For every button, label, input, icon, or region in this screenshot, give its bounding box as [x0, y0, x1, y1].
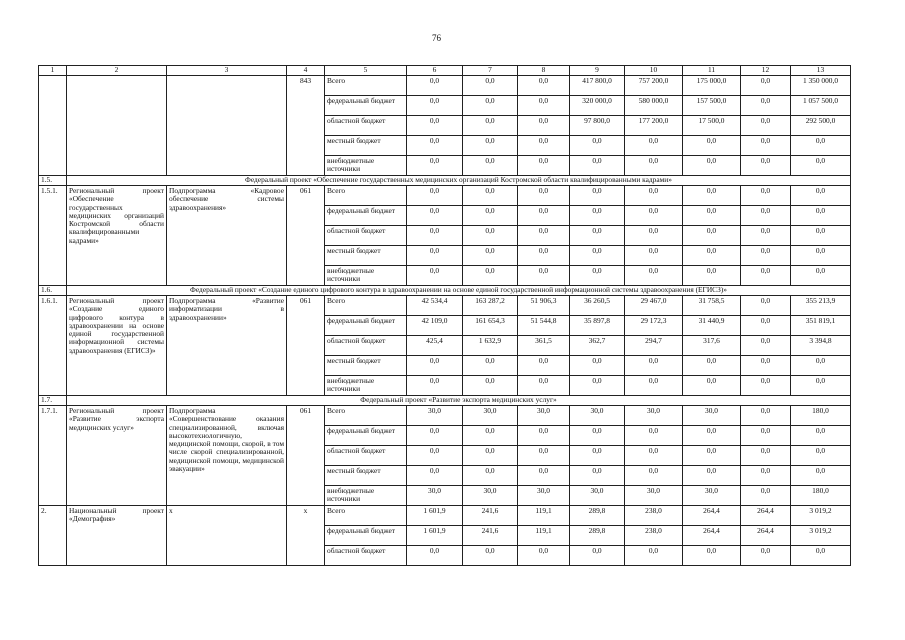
amount-cell: 30,0	[570, 406, 625, 426]
amount-cell: 0,0	[791, 136, 851, 156]
amount-cell: 0,0	[683, 246, 741, 266]
amount-cell: 0,0	[407, 226, 463, 246]
amount-cell: 0,0	[741, 296, 791, 316]
amount-cell: 0,0	[791, 546, 851, 566]
amount-cell: 0,0	[741, 246, 791, 266]
subprogram-name: Подпрограмма «Развитие информатизации в здравоохранении»	[167, 296, 287, 396]
amount-cell: 0,0	[570, 186, 625, 206]
project-name	[67, 76, 167, 176]
amount-cell: 0,0	[741, 336, 791, 356]
amount-cell: 180,0	[791, 486, 851, 506]
amount-cell: 30,0	[625, 486, 683, 506]
amount-cell: 0,0	[463, 546, 518, 566]
amount-cell: 0,0	[463, 96, 518, 116]
subprogram-name: Подпрограмма «Совершенствование оказания специализированной, включая высокотехнологичную, медицинской помощи, скорой, в том числе скорой специализированной, медицинской помощи, медицинской эвакуации»	[167, 406, 287, 506]
amount-cell: 0,0	[741, 426, 791, 446]
amount-cell: 0,0	[570, 156, 625, 176]
amount-cell: 0,0	[741, 186, 791, 206]
amount-cell: 362,7	[570, 336, 625, 356]
amount-cell: 0,0	[407, 246, 463, 266]
amount-cell: 30,0	[407, 486, 463, 506]
subprogram-name	[167, 76, 287, 176]
column-header-row	[39, 66, 851, 76]
amount-cell: 0,0	[407, 186, 463, 206]
project-name: Региональный проект «Развитие экспорта медицинских услуг»	[67, 406, 167, 506]
amount-cell: 0,0	[625, 546, 683, 566]
amount-cell: 1 632,9	[463, 336, 518, 356]
amount-cell: 294,7	[625, 336, 683, 356]
amount-cell: 0,0	[518, 376, 570, 396]
funding-source-label: федеральный бюджет	[325, 426, 407, 446]
amount-cell: 0,0	[791, 356, 851, 376]
funding-source-label: внебюджетные источники	[325, 266, 407, 286]
amount-cell: 0,0	[518, 356, 570, 376]
project-name: Региональный проект «Обеспечение государственных медицинских организаций Костромской области квалифицированными кадрами»	[67, 186, 167, 286]
amount-cell: 36 260,5	[570, 296, 625, 316]
table-row	[39, 506, 851, 526]
amount-cell: 238,0	[625, 506, 683, 526]
amount-cell: 3 019,2	[791, 506, 851, 526]
section-number: 1.7.	[39, 396, 67, 406]
table-row	[39, 186, 851, 206]
amount-cell: 29 467,0	[625, 296, 683, 316]
section-row	[39, 176, 851, 186]
subprogram-name: х	[167, 506, 287, 566]
amount-cell: 0,0	[463, 206, 518, 226]
amount-cell: 3 394,8	[791, 336, 851, 356]
amount-cell: 0,0	[407, 136, 463, 156]
table-row	[39, 296, 851, 316]
amount-cell: 0,0	[791, 246, 851, 266]
amount-cell: 51 544,8	[518, 316, 570, 336]
funding-source-label: местный бюджет	[325, 136, 407, 156]
amount-cell: 177 200,0	[625, 116, 683, 136]
amount-cell: 0,0	[791, 206, 851, 226]
amount-cell: 0,0	[463, 246, 518, 266]
amount-cell: 0,0	[407, 116, 463, 136]
amount-cell: 0,0	[463, 266, 518, 286]
amount-cell: 180,0	[791, 406, 851, 426]
table-row	[39, 406, 851, 426]
column-header: 4	[287, 66, 325, 76]
item-number: 2.	[39, 506, 67, 566]
amount-cell: 264,4	[741, 506, 791, 526]
amount-cell: 0,0	[570, 466, 625, 486]
amount-cell: 30,0	[463, 486, 518, 506]
amount-cell: 0,0	[791, 156, 851, 176]
grbs-code: х	[287, 506, 325, 566]
amount-cell: 0,0	[741, 486, 791, 506]
amount-cell: 0,0	[518, 156, 570, 176]
amount-cell: 31 758,5	[683, 296, 741, 316]
amount-cell: 0,0	[463, 356, 518, 376]
amount-cell: 0,0	[518, 426, 570, 446]
amount-cell: 361,5	[518, 336, 570, 356]
amount-cell: 0,0	[463, 466, 518, 486]
amount-cell: 757 200,0	[625, 76, 683, 96]
amount-cell: 0,0	[791, 466, 851, 486]
amount-cell: 0,0	[407, 376, 463, 396]
amount-cell: 241,6	[463, 506, 518, 526]
amount-cell: 175 000,0	[683, 76, 741, 96]
amount-cell: 0,0	[683, 466, 741, 486]
column-header: 7	[463, 66, 518, 76]
amount-cell: 0,0	[407, 76, 463, 96]
amount-cell: 0,0	[407, 266, 463, 286]
amount-cell: 425,4	[407, 336, 463, 356]
amount-cell: 0,0	[570, 226, 625, 246]
funding-source-label: Всего	[325, 296, 407, 316]
amount-cell: 0,0	[741, 156, 791, 176]
column-header: 2	[67, 66, 167, 76]
funding-source-label: внебюджетные источники	[325, 376, 407, 396]
amount-cell: 30,0	[407, 406, 463, 426]
amount-cell: 0,0	[518, 136, 570, 156]
amount-cell: 0,0	[518, 116, 570, 136]
amount-cell: 264,4	[683, 526, 741, 546]
amount-cell: 264,4	[741, 526, 791, 546]
amount-cell: 0,0	[570, 266, 625, 286]
funding-source-label: Всего	[325, 506, 407, 526]
amount-cell: 417 800,0	[570, 76, 625, 96]
amount-cell: 97 800,0	[570, 116, 625, 136]
amount-cell: 0,0	[683, 426, 741, 446]
amount-cell: 0,0	[570, 136, 625, 156]
amount-cell: 0,0	[570, 376, 625, 396]
amount-cell: 0,0	[625, 266, 683, 286]
funding-source-label: областной бюджет	[325, 226, 407, 246]
amount-cell: 0,0	[741, 96, 791, 116]
amount-cell: 30,0	[683, 406, 741, 426]
amount-cell: 35 897,8	[570, 316, 625, 336]
amount-cell: 0,0	[518, 76, 570, 96]
item-number: 1.5.1.	[39, 186, 67, 286]
amount-cell: 0,0	[683, 376, 741, 396]
amount-cell: 0,0	[518, 546, 570, 566]
amount-cell: 0,0	[570, 446, 625, 466]
item-number: 1.7.1.	[39, 406, 67, 506]
amount-cell: 51 906,3	[518, 296, 570, 316]
funding-source-label: областной бюджет	[325, 116, 407, 136]
amount-cell: 580 000,0	[625, 96, 683, 116]
amount-cell: 1 057 500,0	[791, 96, 851, 116]
funding-source-label: областной бюджет	[325, 336, 407, 356]
amount-cell: 0,0	[463, 156, 518, 176]
amount-cell: 0,0	[407, 426, 463, 446]
amount-cell: 0,0	[518, 186, 570, 206]
item-number: 1.6.1.	[39, 296, 67, 396]
amount-cell: 264,4	[683, 506, 741, 526]
amount-cell: 1 601,9	[407, 526, 463, 546]
amount-cell: 355 213,9	[791, 296, 851, 316]
amount-cell: 0,0	[463, 446, 518, 466]
amount-cell: 3 019,2	[791, 526, 851, 546]
amount-cell: 30,0	[518, 406, 570, 426]
section-row	[39, 396, 851, 406]
amount-cell: 161 654,3	[463, 316, 518, 336]
funding-source-label: внебюджетные источники	[325, 486, 407, 506]
amount-cell: 0,0	[741, 446, 791, 466]
amount-cell: 29 172,3	[625, 316, 683, 336]
amount-cell: 30,0	[625, 406, 683, 426]
amount-cell: 0,0	[625, 206, 683, 226]
amount-cell: 17 500,0	[683, 116, 741, 136]
amount-cell: 0,0	[407, 96, 463, 116]
amount-cell: 30,0	[463, 406, 518, 426]
amount-cell: 0,0	[625, 466, 683, 486]
amount-cell: 0,0	[407, 546, 463, 566]
amount-cell: 157 500,0	[683, 96, 741, 116]
amount-cell: 0,0	[570, 546, 625, 566]
amount-cell: 0,0	[407, 156, 463, 176]
project-name: Региональный проект «Создание единого цифрового контура в здравоохранении на основе единой государственной информационной системы здравоохранения (ЕГИСЗ)»	[67, 296, 167, 396]
funding-source-label: федеральный бюджет	[325, 526, 407, 546]
amount-cell: 42 534,4	[407, 296, 463, 316]
funding-source-label: федеральный бюджет	[325, 206, 407, 226]
amount-cell: 0,0	[625, 376, 683, 396]
funding-source-label: местный бюджет	[325, 356, 407, 376]
amount-cell: 0,0	[625, 156, 683, 176]
funding-source-label: местный бюджет	[325, 246, 407, 266]
amount-cell: 0,0	[407, 446, 463, 466]
amount-cell: 0,0	[463, 376, 518, 396]
column-header: 6	[407, 66, 463, 76]
amount-cell: 0,0	[741, 206, 791, 226]
column-header: 8	[518, 66, 570, 76]
amount-cell: 0,0	[791, 376, 851, 396]
amount-cell: 0,0	[741, 136, 791, 156]
amount-cell: 0,0	[518, 96, 570, 116]
amount-cell: 0,0	[741, 116, 791, 136]
amount-cell: 351 819,1	[791, 316, 851, 336]
grbs-code: 061	[287, 406, 325, 506]
amount-cell: 0,0	[683, 356, 741, 376]
amount-cell: 0,0	[683, 186, 741, 206]
amount-cell: 0,0	[741, 406, 791, 426]
amount-cell: 320 000,0	[570, 96, 625, 116]
amount-cell: 0,0	[463, 226, 518, 246]
amount-cell: 42 109,0	[407, 316, 463, 336]
section-number: 1.6.	[39, 286, 67, 296]
funding-source-label: местный бюджет	[325, 466, 407, 486]
section-title: Федеральный проект «Обеспечение государственных медицинских организаций Костромской области квалифицированными кадрами»	[67, 176, 851, 186]
funding-source-label: федеральный бюджет	[325, 316, 407, 336]
amount-cell: 163 287,2	[463, 296, 518, 316]
section-title: Федеральный проект «Развитие экспорта медицинских услуг»	[67, 396, 851, 406]
amount-cell: 289,8	[570, 526, 625, 546]
amount-cell: 0,0	[407, 356, 463, 376]
amount-cell: 0,0	[683, 206, 741, 226]
column-header: 1	[39, 66, 67, 76]
funding-source-label: областной бюджет	[325, 546, 407, 566]
amount-cell: 0,0	[625, 246, 683, 266]
amount-cell: 0,0	[625, 356, 683, 376]
amount-cell: 0,0	[407, 206, 463, 226]
amount-cell: 0,0	[791, 226, 851, 246]
amount-cell: 238,0	[625, 526, 683, 546]
section-row	[39, 286, 851, 296]
project-name: Национальный проект «Демография»	[67, 506, 167, 566]
amount-cell: 0,0	[407, 466, 463, 486]
amount-cell: 292 500,0	[791, 116, 851, 136]
amount-cell: 30,0	[570, 486, 625, 506]
amount-cell: 317,6	[683, 336, 741, 356]
amount-cell: 0,0	[791, 186, 851, 206]
amount-cell: 0,0	[741, 376, 791, 396]
funding-source-label: Всего	[325, 76, 407, 96]
amount-cell: 30,0	[683, 486, 741, 506]
section-number: 1.5.	[39, 176, 67, 186]
table-row	[39, 76, 851, 96]
grbs-code: 843	[287, 76, 325, 176]
amount-cell: 0,0	[683, 226, 741, 246]
amount-cell: 30,0	[518, 486, 570, 506]
amount-cell: 0,0	[741, 266, 791, 286]
section-title: Федеральный проект «Создание единого цифрового контура в здравоохранении на основе единой государственной информационной системы здравоохранения (ЕГИСЗ)»	[67, 286, 851, 296]
item-number	[39, 76, 67, 176]
column-header: 10	[625, 66, 683, 76]
amount-cell: 0,0	[683, 546, 741, 566]
column-header: 9	[570, 66, 625, 76]
amount-cell: 0,0	[518, 246, 570, 266]
amount-cell: 0,0	[625, 226, 683, 246]
amount-cell: 0,0	[463, 76, 518, 96]
amount-cell: 0,0	[625, 426, 683, 446]
amount-cell: 0,0	[518, 226, 570, 246]
budget-table	[38, 65, 851, 566]
amount-cell: 0,0	[518, 446, 570, 466]
grbs-code: 061	[287, 296, 325, 396]
amount-cell: 0,0	[741, 76, 791, 96]
amount-cell: 0,0	[741, 226, 791, 246]
column-header: 11	[683, 66, 741, 76]
amount-cell: 119,1	[518, 526, 570, 546]
amount-cell: 0,0	[463, 186, 518, 206]
amount-cell: 0,0	[683, 266, 741, 286]
amount-cell: 0,0	[518, 206, 570, 226]
grbs-code: 061	[287, 186, 325, 286]
amount-cell: 0,0	[683, 446, 741, 466]
subprogram-name: Подпрограмма «Кадровое обеспечение системы здравоохранения»	[167, 186, 287, 286]
column-header: 12	[741, 66, 791, 76]
amount-cell: 0,0	[625, 186, 683, 206]
amount-cell: 0,0	[570, 356, 625, 376]
amount-cell: 0,0	[683, 156, 741, 176]
amount-cell: 0,0	[741, 466, 791, 486]
amount-cell: 1 350 000,0	[791, 76, 851, 96]
funding-source-label: Всего	[325, 186, 407, 206]
amount-cell: 0,0	[518, 466, 570, 486]
amount-cell: 31 440,9	[683, 316, 741, 336]
amount-cell: 0,0	[741, 316, 791, 336]
amount-cell: 0,0	[570, 426, 625, 446]
amount-cell: 289,8	[570, 506, 625, 526]
amount-cell: 0,0	[570, 246, 625, 266]
column-header: 3	[167, 66, 287, 76]
amount-cell: 0,0	[518, 266, 570, 286]
funding-source-label: Всего	[325, 406, 407, 426]
amount-cell: 0,0	[570, 206, 625, 226]
amount-cell: 0,0	[625, 446, 683, 466]
amount-cell: 0,0	[741, 546, 791, 566]
amount-cell: 119,1	[518, 506, 570, 526]
amount-cell: 0,0	[791, 266, 851, 286]
amount-cell: 241,6	[463, 526, 518, 546]
amount-cell: 0,0	[463, 426, 518, 446]
funding-source-label: внебюджетные источники	[325, 156, 407, 176]
column-header: 13	[791, 66, 851, 76]
funding-source-label: федеральный бюджет	[325, 96, 407, 116]
amount-cell: 0,0	[625, 136, 683, 156]
amount-cell: 0,0	[683, 136, 741, 156]
funding-source-label: областной бюджет	[325, 446, 407, 466]
amount-cell: 0,0	[791, 446, 851, 466]
amount-cell: 0,0	[463, 116, 518, 136]
amount-cell: 0,0	[741, 356, 791, 376]
amount-cell: 0,0	[791, 426, 851, 446]
amount-cell: 0,0	[463, 136, 518, 156]
amount-cell: 1 601,9	[407, 506, 463, 526]
column-header: 5	[325, 66, 407, 76]
page-number: 76	[432, 33, 441, 43]
